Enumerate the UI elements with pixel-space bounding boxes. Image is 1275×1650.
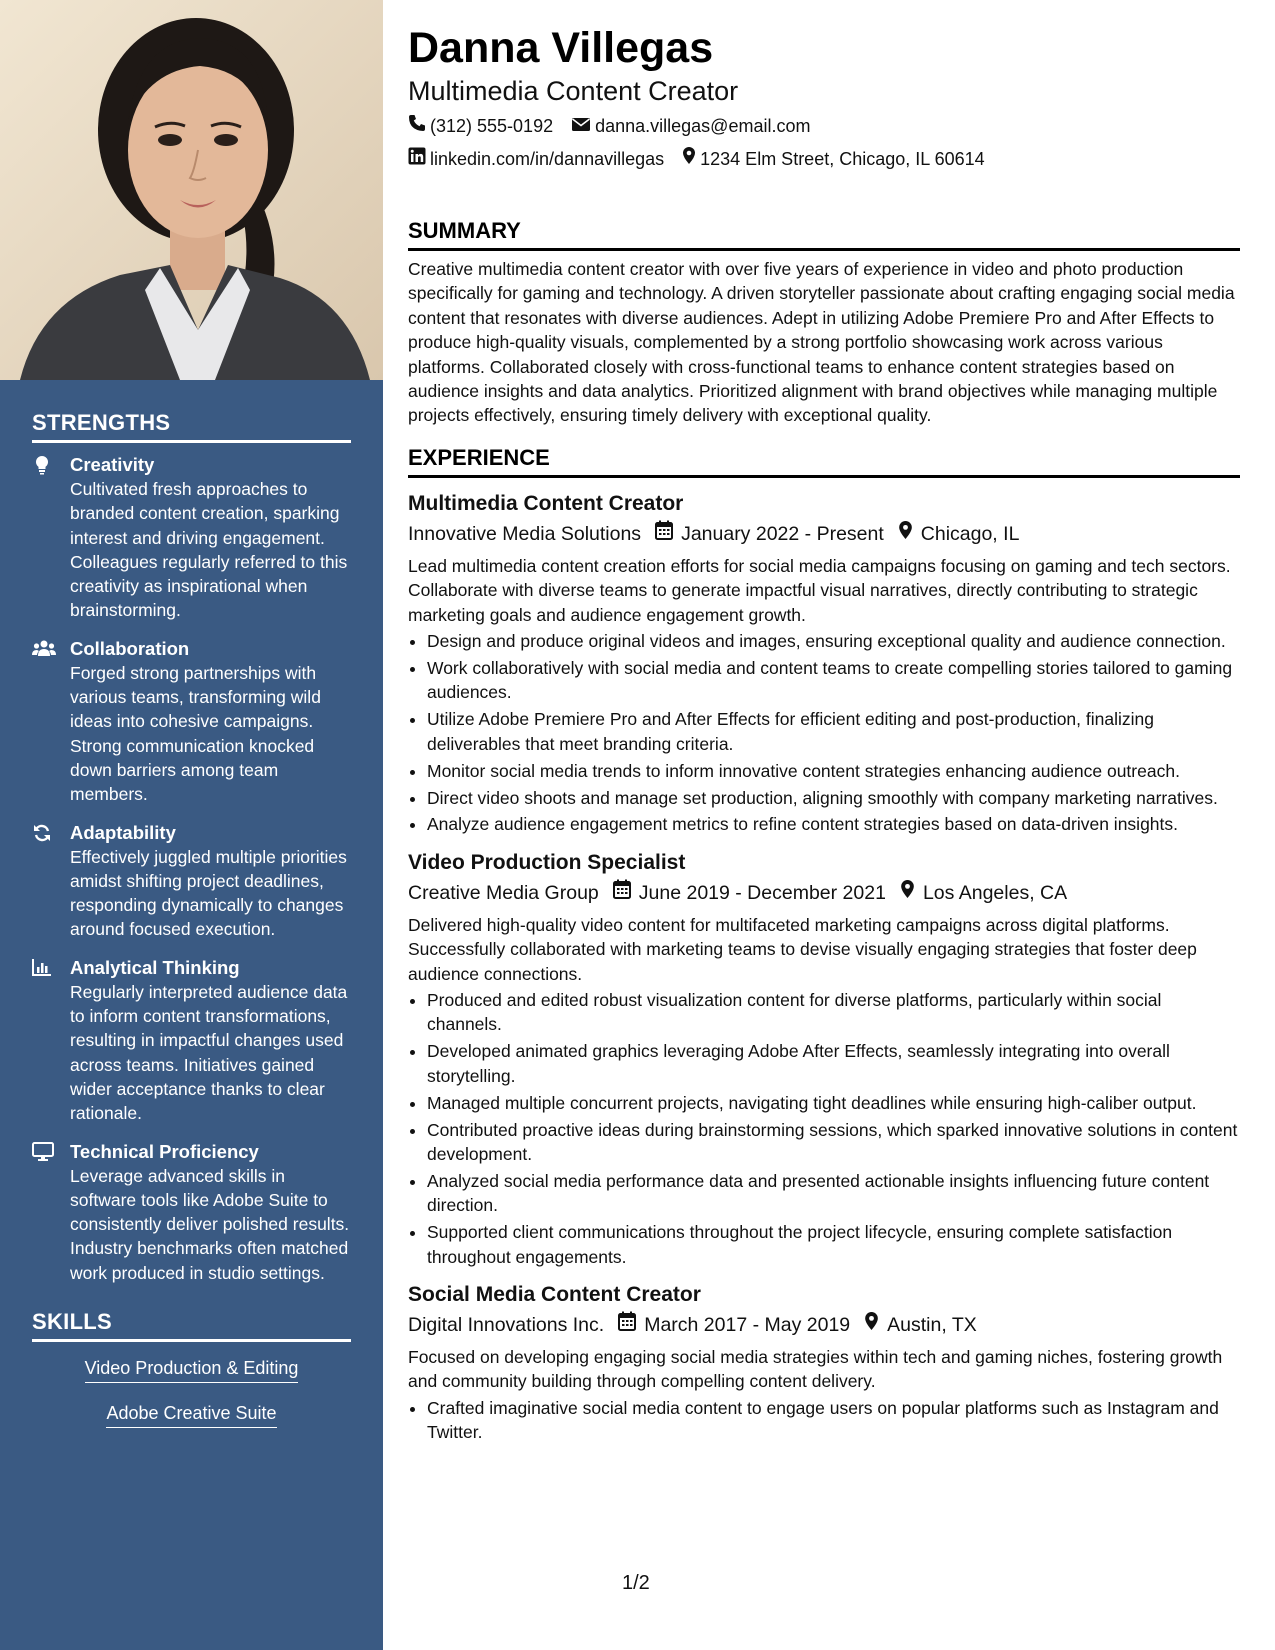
sidebar-content — [32, 410, 351, 1428]
address-text: 1234 Elm Street, Chicago, IL 60614 — [700, 148, 985, 169]
strength-item — [32, 637, 351, 807]
job-bullet: • Utilize Adobe Premiere Pro and After Effects for efficient editing and post-production, finalizing deliverables that meet branding criteria. — [427, 707, 1240, 756]
users-icon — [32, 639, 54, 659]
job-bullets — [408, 988, 1240, 1269]
job-location — [864, 1311, 977, 1339]
strength-item — [32, 956, 351, 1126]
job-dates-text: June 2019 - December 2021 — [638, 881, 886, 904]
strength-item — [32, 821, 351, 942]
strength-title: Technical Proficiency — [70, 1140, 259, 1162]
phone-text: (312) 555-0192 — [430, 116, 554, 136]
job-dates-text: January 2022 - Present — [681, 522, 884, 545]
job-location — [900, 879, 1067, 907]
sidebar — [0, 0, 383, 1650]
job-location — [898, 520, 1020, 548]
job-bullet: • Crafted imaginative social media content to engage users on popular platforms such as Instagram and Twitter. — [427, 1396, 1240, 1445]
page-number: 1/2 — [622, 1572, 650, 1594]
job-entry — [408, 849, 1240, 1269]
skill-item: Adobe Creative Suite — [106, 1401, 276, 1428]
strength-item — [32, 453, 351, 623]
job-company: Innovative Media Solutions — [408, 522, 642, 545]
profile-photo — [0, 0, 383, 380]
summary-text: Creative multimedia content creator with over five years of experience in video and photo production specifically for gaming and technology. A driven storyteller passionate about crafting engaging social media content that resonates with diverse audiences. Adept in utilizing Adobe Premiere Pro and After Effects to produce high-quality visuals, complemented by a strong portfolio showcasing work across various platforms. Collaborated closely with cross-functional teams to enhance content strategies based on audience insights and data analytics. Prioritized alignment with brand objectives while managing multiple projects effectively, ensuring timely delivery with exceptional quality. — [408, 259, 1235, 426]
job-bullet: • Analyzed social media performance data and presented actionable insights influencing future content direction. — [427, 1169, 1240, 1218]
candidate-name: Danna Villegas — [408, 24, 714, 72]
job-company: Digital Innovations Inc. — [408, 1314, 605, 1336]
job-dates-text: March 2017 - May 2019 — [644, 1314, 851, 1336]
job-role: Multimedia Content Creator — [408, 491, 684, 515]
address-contact — [682, 146, 985, 171]
job-meta — [408, 879, 1240, 907]
job-role: Video Production Specialist — [408, 850, 686, 874]
linkedin-contact — [408, 147, 664, 171]
strength-title: Collaboration — [70, 637, 190, 659]
job-meta — [408, 1311, 1240, 1339]
strength-desc: Forged strong partnerships with various teams, transforming wild ideas into cohesive campaigns. Strong communication knocked down barriers among team members. — [70, 662, 321, 805]
job-bullet: • Analyze audience engagement metrics to refine content strategies based on data-driven insights. — [427, 812, 1240, 836]
lightbulb-icon — [32, 455, 54, 475]
skill-item: Video Production & Editing — [85, 1356, 299, 1383]
job-bullets — [408, 1396, 1240, 1445]
map-pin-icon — [898, 520, 921, 548]
job-bullet: • Developed animated graphics leveraging Adobe After Effects, seamlessly integrating into overall storytelling. — [427, 1039, 1240, 1088]
map-pin-icon — [900, 879, 923, 907]
job-bullet: • Contributed proactive ideas during brainstorming sessions, which sparked innovative solutions in content development. — [427, 1118, 1240, 1167]
strength-title: Adaptability — [70, 821, 176, 843]
summary-heading: SUMMARY — [408, 217, 1240, 251]
sync-icon — [32, 823, 54, 843]
phone-icon — [408, 114, 430, 138]
main-content — [408, 22, 1240, 1447]
envelope-icon — [571, 114, 595, 138]
strength-desc: Regularly interpreted audience data to inform content transformations, resulting in impactful changes used across teams. Initiatives gained wider acceptance thanks to clear rationale. — [70, 981, 348, 1124]
job-bullets — [408, 629, 1240, 837]
job-description: Lead multimedia content creation efforts for social media campaigns focusing on gaming and tech sectors. Collaborate with diverse teams to generate impactful visual narratives, directly contributing to strategic marketing goals and audience engagement growth. — [408, 555, 1231, 625]
experience-heading: EXPERIENCE — [408, 444, 1240, 478]
bar-chart-icon — [32, 958, 54, 978]
strength-desc: Effectively juggled multiple priorities amidst shifting project deadlines, responding dynamically to changes around focused execution. — [70, 846, 347, 940]
calendar-icon — [613, 879, 639, 907]
email-link[interactable]: danna.villegas@email.com — [595, 116, 811, 136]
linkedin-icon — [408, 147, 430, 171]
job-dates — [655, 520, 884, 548]
calendar-icon — [618, 1311, 644, 1339]
job-company: Creative Media Group — [408, 881, 599, 904]
job-role: Social Media Content Creator — [408, 1283, 701, 1306]
calendar-icon — [655, 520, 681, 548]
contact-row — [408, 146, 1240, 171]
job-bullet: • Produced and edited robust visualization content for diverse platforms, particularly within social channels. — [427, 988, 1240, 1037]
skills-heading: SKILLS — [32, 1309, 351, 1342]
job-description: Delivered high-quality video content for multifaceted marketing campaigns across digital platforms. Successfully collaborated with marketing teams to devise visually engaging strategies that foster deep audience connections. — [408, 914, 1197, 984]
contact-row — [408, 114, 1240, 138]
job-description: Focused on developing engaging social media strategies within tech and gaming niches, fostering growth and community building through compelling content delivery. — [408, 1347, 1223, 1392]
job-entry — [408, 1281, 1240, 1445]
job-meta — [408, 520, 1240, 548]
job-bullet: • Supported client communications throughout the project lifecycle, ensuring complete satisfaction throughout engagements. — [427, 1220, 1240, 1269]
email-contact — [571, 114, 810, 138]
job-bullet: • Managed multiple concurrent projects, navigating tight deadlines while ensuring high-caliber output. — [427, 1091, 1240, 1115]
job-entry — [408, 490, 1240, 837]
strength-desc: Leverage advanced skills in software tools like Adobe Suite to consistently deliver polished results. Industry benchmarks often matched work produced in studio settings. — [70, 1165, 350, 1283]
job-bullet: • Work collaboratively with social media and content teams to create compelling stories tailored to gaming audiences. — [427, 656, 1240, 705]
job-dates — [618, 1311, 850, 1339]
job-dates — [613, 879, 886, 907]
job-location-text: Los Angeles, CA — [922, 881, 1068, 904]
strength-desc: Cultivated fresh approaches to branded content creation, sparking interest and driving engagement. Colleagues regularly referred to this creativity as inspirational when brainstorming. — [70, 479, 348, 621]
linkedin-link[interactable]: linkedin.com/in/dannavillegas — [430, 148, 665, 169]
strength-title: Analytical Thinking — [70, 956, 240, 978]
candidate-title: Multimedia Content Creator — [408, 76, 739, 106]
strength-title: Creativity — [70, 454, 155, 475]
phone-contact — [408, 114, 553, 138]
map-pin-icon — [682, 146, 700, 171]
strength-item — [32, 1140, 351, 1285]
job-bullet: • Monitor social media trends to inform innovative content strategies enhancing audience outreach. — [427, 759, 1240, 783]
strengths-heading: STRENGTHS — [32, 410, 351, 443]
job-location-text: Chicago, IL — [920, 522, 1020, 545]
job-location-text: Austin, TX — [887, 1314, 977, 1336]
monitor-icon — [32, 1142, 54, 1162]
job-bullet: • Design and produce original videos and images, ensuring exceptional quality and audience connection. — [427, 629, 1240, 653]
map-pin-icon — [864, 1311, 887, 1339]
job-bullet: • Direct video shoots and manage set production, aligning smoothly with company marketing narratives. — [427, 786, 1240, 810]
